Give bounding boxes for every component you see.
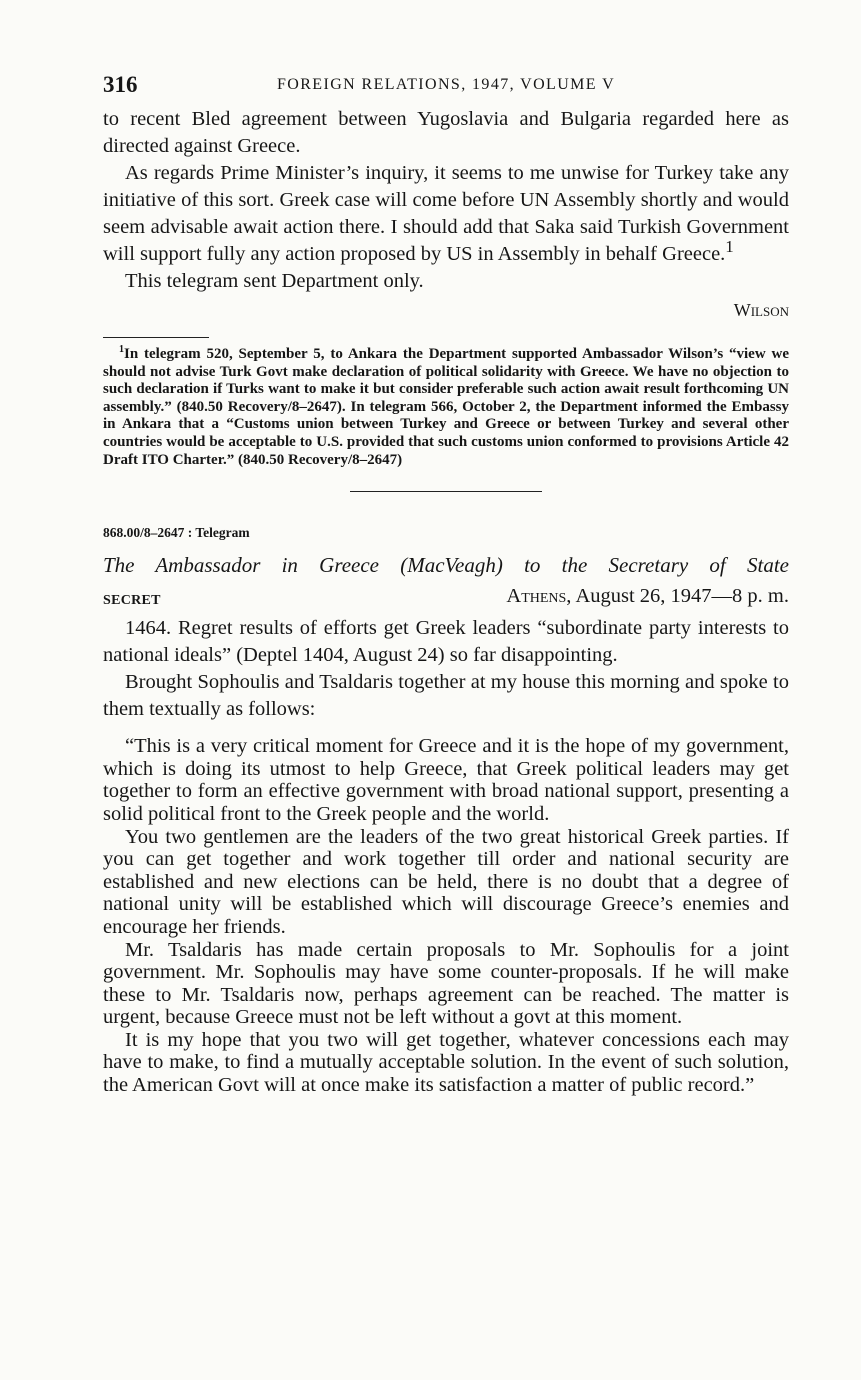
quote-paragraph: It is my hope that you two will get together, whatever concessions each may have to make, to find a mutually acceptable solution. In the event of such solution, the American Govt will at once make its satisfaction a matter of public record.” bbox=[103, 1028, 789, 1097]
signature: Wilson bbox=[733, 300, 789, 320]
quote-paragraph: “This is a very critical moment for Greece and it is the hope of my government, which is doing its utmost to help Greece, that Greek political leaders may get together to form an effective government with broad national support, presenting a solid political front to the Greek people and the world. bbox=[103, 735, 789, 825]
body-paragraph: to recent Bled agreement between Yugoslavia and Bulgaria regarded here as directed against Greece. bbox=[103, 108, 789, 157]
document-section bbox=[103, 524, 789, 1097]
footnote-text: In telegram 520, September 5, to Ankara the Department supported Ambassador Wilson’s “view we should not advise Turk Govt make declaration of political solidarity with Greece. We have no objection to such declaration if Turks want to make it but consider preferable such action await result forthcoming UN assembly.” (840.50 Recovery/8–2647). In telegram 566, October 2, the Department informed the Embassy in Ankara that a “Customs union between Turkey and Greece or between Turkey and several other countries would be acceptable to U.S. provided that such customs union conformed to provisions Article 42 Draft ITO Charter.” (840.50 Recovery/8–2647) bbox=[103, 346, 789, 468]
place-and-date bbox=[506, 585, 789, 608]
quote-paragraph: Mr. Tsaldaris has made certain proposals to Mr. Sophoulis for a joint government. Mr. Sophoulis may have some counter-proposals. If he will make these to Mr. Tsaldaris now, perhaps agreement can be reached. The matter is urgent, because Greece must not be left without a govt at this moment. bbox=[103, 938, 789, 1029]
body-paragraph: Brought Sophoulis and Tsaldaris together at my house this morning and spoke to them textually as follows: bbox=[103, 671, 789, 721]
footnote-divider bbox=[103, 337, 209, 338]
prior-document-continuation bbox=[103, 106, 789, 323]
footnote-reference: 1 bbox=[725, 237, 734, 257]
page-number: 316 bbox=[103, 72, 138, 97]
date: August 26, 1947—8 p. m. bbox=[575, 585, 789, 608]
running-header bbox=[103, 70, 789, 106]
document-title: The Ambassador in Greece (MacVeagh) to the Secretary of State bbox=[103, 553, 789, 578]
quoted-statement bbox=[103, 735, 789, 1097]
body-paragraph: 1464. Regret results of efforts get Greek leaders “subordinate party interests to national ideals” (Deptel 1404, August 24) so far disappointing. bbox=[103, 617, 789, 667]
footnote-marker: 1 bbox=[119, 344, 124, 355]
running-title: FOREIGN RELATIONS, 1947, VOLUME V bbox=[276, 76, 616, 93]
file-number: 868.00/8–2647 : Telegram bbox=[103, 525, 250, 541]
classification-label: SECRET bbox=[103, 593, 161, 609]
paragraph-text: As regards Prime Minister’s inquiry, it seems to me unwise for Turkey take any initiative of this sort. Greek case will come before UN Assembly shortly and would seem advisable await action there. I should add that Saka said Turkish Government will support fully any action proposed by US in Assembly in behalf Greece. bbox=[103, 162, 789, 265]
footnote bbox=[103, 346, 789, 469]
quote-paragraph: You two gentlemen are the leaders of the two great historical Greek parties. If you can get together and work together till order and national security are established and new elections can be held, there is no doubt that a degree of national unity will be established which will discourage Greece’s enemies and encourage her friends. bbox=[103, 825, 789, 938]
body-paragraph bbox=[103, 160, 789, 268]
place: Athens, bbox=[506, 585, 572, 608]
document-separator bbox=[350, 491, 542, 492]
dateline bbox=[103, 585, 789, 615]
body-paragraph: This telegram sent Department only. bbox=[125, 270, 424, 292]
document-page bbox=[103, 70, 789, 1097]
